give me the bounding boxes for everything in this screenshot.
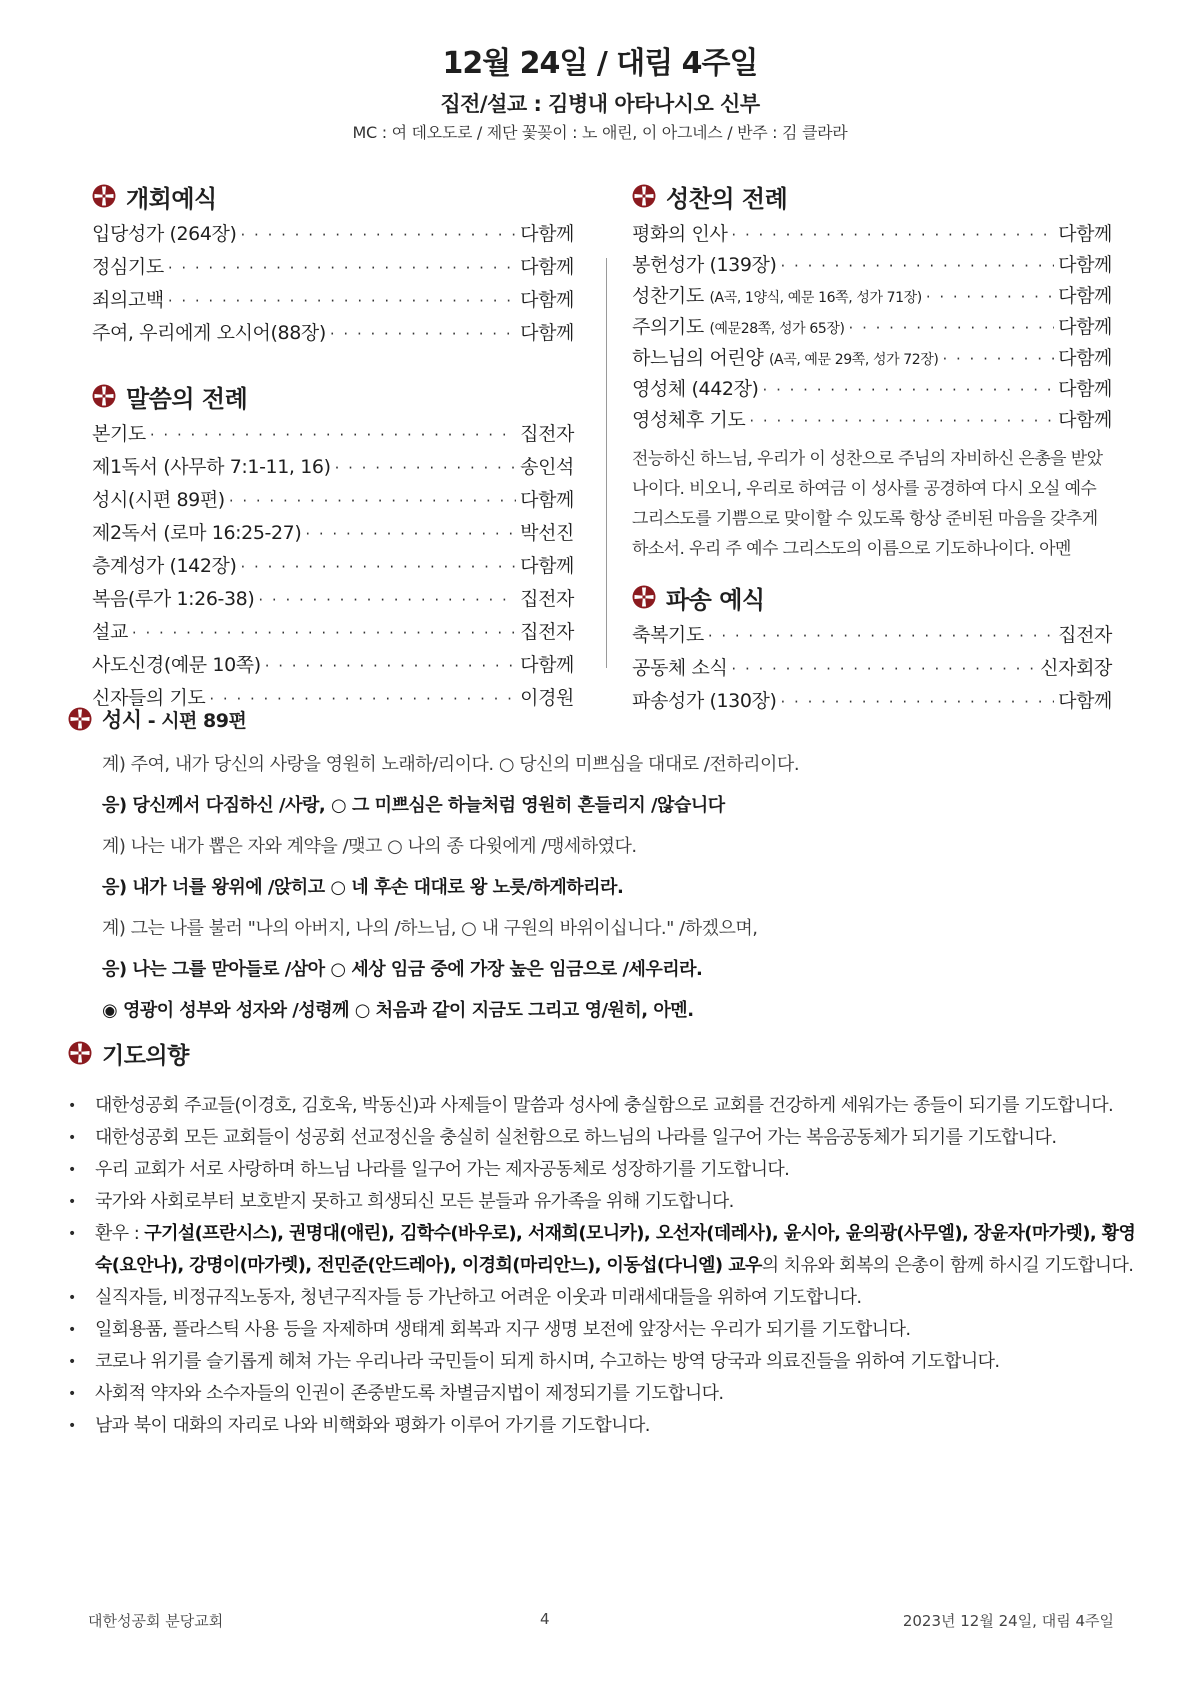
- cross-icon: [632, 184, 656, 208]
- cross-icon: [92, 184, 116, 208]
- left-column: [92, 177, 574, 716]
- order-item: 주의기도 (예문28쪽, 성가 65장) · · · 다함께: [632, 312, 1112, 343]
- list-item: • 대한성공회 모든 교회들이 성공회 선교정신을 충실히 실천함으로 하느님의 나라를 일구어 가는 복음공동체가 되기를 기도합니다.: [68, 1122, 1136, 1154]
- presider-line: 집전/설교 : 김병내 아타나시오 신부: [440, 92, 760, 116]
- psalm-verse: 응) 나는 그를 맏아들로 /삼아 ○ 세상 임금 중에 가장 높은 임금으로 /세우리라.: [102, 959, 703, 980]
- eucharist-section-heading: [632, 177, 1112, 215]
- dismissal-title: 파송 예식: [666, 585, 765, 614]
- order-item: 입당성가 (264장) · · · 다함께: [92, 219, 574, 252]
- order-item: 본기도 · · · 집전자: [92, 419, 574, 452]
- intentions-section: [68, 1034, 1136, 1442]
- order-item: 죄의고백 · · · 다함께: [92, 285, 574, 318]
- order-item: 층계성가 (142장) · · · 다함께: [92, 551, 574, 584]
- order-item: 성시(시편 89편) · · · 다함께: [92, 485, 574, 518]
- order-item: 봉헌성가 (139장) · · · 다함께: [632, 250, 1112, 281]
- psalm-title: 성시: [102, 708, 142, 732]
- cross-icon: [68, 707, 92, 731]
- eucharist-list: [632, 219, 1112, 436]
- sick-list-item: • 환우 : 구기설(프란시스), 권명대(애린), 김학수(바우로), 서재희(모니카), 오선자(데레사), 윤시아, 윤의광(사무엘), 장윤자(마가렛), 황영숙(요안나), 강명이(마가렛), 전민준(안드레아), 이경희(마리안느), 이동섭(다니엘) 교우의 치유와 회복의 은총이 함께 하시길 기도합니다.: [68, 1218, 1136, 1282]
- list-item: • 일회용품, 플라스틱 사용 등을 자제하며 생태계 회복과 지구 생명 보전에 앞장서는 우리가 되기를 기도합니다.: [68, 1314, 1136, 1346]
- list-item: • 사회적 약자와 소수자들의 인권이 존중받도록 차별금지법이 제정되기를 기도합니다.: [68, 1378, 1136, 1410]
- cross-icon: [92, 384, 116, 408]
- order-item: 파송성가 (130장) · · · 다함께: [632, 686, 1112, 719]
- intentions-heading: [68, 1034, 1136, 1072]
- page-footer: [88, 1610, 1114, 1631]
- order-item: 사도신경(예문 10쪽) · · · 다함께: [92, 650, 574, 683]
- word-title: 말씀의 전례: [126, 384, 248, 413]
- order-item: 설교 · · · 집전자: [92, 617, 574, 650]
- order-item: 축복기도 · · · 집전자: [632, 620, 1112, 653]
- list-item: • 국가와 사회로부터 보호받지 못하고 희생되신 모든 분들과 유가족을 위해 기도합니다.: [68, 1186, 1136, 1218]
- column-divider: [606, 258, 607, 668]
- word-list: [92, 419, 574, 716]
- psalm-heading: [68, 700, 1128, 738]
- order-item: 주여, 우리에게 오시어(88장) · · · 다함께: [92, 318, 574, 351]
- right-column: [632, 177, 1112, 719]
- post-communion-prayer: 전능하신 하느님, 우리가 이 성찬으로 주님의 자비하신 은총을 받았나이다. 비오니, 우리로 하여금 이 성사를 공경하여 다시 오실 예수 그리스도를 기쁨으로 맞이할 수 있도록 항상 준비된 마음을 갖추게 하소서. 우리 주 예수 그리스도의 이름으로 기도하나이다. 아멘: [632, 449, 1103, 559]
- page-title: 12월 24일 / 대림 4주일: [442, 46, 758, 81]
- intentions-title: 기도의향: [102, 1042, 189, 1069]
- footer-date: 2023년 12월 24일, 대림 4주일: [902, 1612, 1114, 1630]
- psalm-subtitle: - 시편 89편: [141, 710, 247, 732]
- intentions-list: [68, 1090, 1136, 1442]
- order-item: 제1독서 (사무하 7:1-11, 16) · · · 송인석: [92, 452, 574, 485]
- psalm-verse: 응) 내가 너를 왕위에 /앉히고 ○ 네 후손 대대로 왕 노릇/하게하리라.: [102, 877, 624, 898]
- dismissal-section-heading: [632, 578, 1112, 616]
- list-item: • 남과 북이 대화의 자리로 나와 비핵화와 평화가 이루어 가기를 기도합니다.: [68, 1410, 1136, 1442]
- psalm-verse: 계) 나는 내가 뽑은 자와 계약을 /맺고 ○ 나의 종 다윗에게 /맹세하였다.: [102, 836, 637, 857]
- psalm-verse: 계) 주여, 내가 당신의 사랑을 영원히 노래하/리이다. ○ 당신의 미쁘심을 대대로 /전하리이다.: [102, 754, 800, 775]
- order-item: 영성체후 기도 · · · 다함께: [632, 405, 1112, 436]
- opening-section-heading: [92, 177, 574, 215]
- list-item: • 대한성공회 주교들(이경호, 김호욱, 박동신)과 사제들이 말씀과 성사에 충실함으로 교회를 건강하게 세워가는 종들이 되기를 기도합니다.: [68, 1090, 1136, 1122]
- order-item: 복음(루가 1:26-38) · · · 집전자: [92, 584, 574, 617]
- opening-title: 개회예식: [126, 184, 217, 213]
- order-item: 성찬기도 (A곡, 1양식, 예문 16쪽, 성가 71장) · · · 다함께: [632, 281, 1112, 312]
- order-item: 신자들의 기도 · · · 이경원: [92, 683, 574, 716]
- page-number: 4: [540, 1610, 550, 1628]
- order-item: 영성체 (442장) · · · 다함께: [632, 374, 1112, 405]
- list-item: • 우리 교회가 서로 사랑하며 하느님 나라를 일구어 가는 제자공동체로 성장하기를 기도합니다.: [68, 1154, 1136, 1186]
- eucharist-title: 성찬의 전례: [666, 184, 788, 213]
- list-item: • 실직자들, 비정규직노동자, 청년구직자들 등 가난하고 어려운 이웃과 미래세대들을 위하여 기도합니다.: [68, 1282, 1136, 1314]
- footer-church: 대한성공회 분당교회: [88, 1612, 224, 1630]
- cross-icon: [68, 1041, 92, 1065]
- word-section-heading: [92, 377, 574, 415]
- psalm-verses: [102, 744, 1128, 1031]
- psalm-verse: ◉ 영광이 성부와 성자와 /성령께 ○ 처음과 같이 지금도 그리고 영/원히, 아멘.: [102, 1000, 694, 1021]
- credits-line: MC : 여 데오도로 / 제단 꽃꽂이 : 노 애린, 이 아그네스 / 반주 : 김 클라라: [352, 123, 848, 142]
- order-item: 공동체 소식 · · · 신자회장: [632, 653, 1112, 686]
- opening-list: [92, 219, 574, 351]
- cross-icon: [632, 585, 656, 609]
- psalm-section: [68, 700, 1128, 1031]
- psalm-verse: 계) 그는 나를 불러 "나의 아버지, 나의 /하느님, ○ 내 구원의 바위이십니다." /하겠으며,: [102, 918, 758, 939]
- order-item: 하느님의 어린양 (A곡, 예문 29쪽, 성가 72장) · · · 다함께: [632, 343, 1112, 374]
- page-header: [0, 44, 1200, 144]
- order-item: 제2독서 (로마 16:25-27) · · · 박선진: [92, 518, 574, 551]
- order-item: 평화의 인사 · · · 다함께: [632, 219, 1112, 250]
- order-item: 정심기도 · · · 다함께: [92, 252, 574, 285]
- psalm-verse: 응) 당신께서 다짐하신 /사랑, ○ 그 미쁘심은 하늘처럼 영원히 흔들리지 /않습니다: [102, 795, 725, 816]
- list-item: • 코로나 위기를 슬기롭게 헤쳐 가는 우리나라 국민들이 되게 하시며, 수고하는 방역 당국과 의료진들을 위하여 기도합니다.: [68, 1346, 1136, 1378]
- sick-names: 구기설(프란시스), 권명대(애린), 김학수(바우로), 서재희(모니카), 오선자(데레사), 윤시아, 윤의광(사무엘), 장윤자(마가렛), 황영숙(요안나), 강명이(마가렛), 전민준(안드레아), 이경희(마리안느), 이동섭(다니엘) 교우: [95, 1223, 1136, 1276]
